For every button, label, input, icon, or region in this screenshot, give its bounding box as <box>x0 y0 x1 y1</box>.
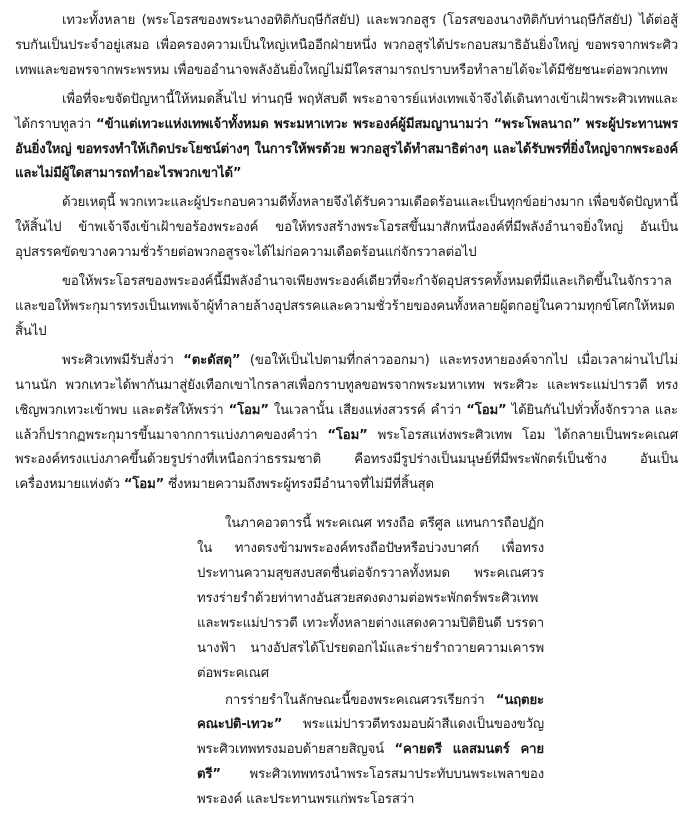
paragraph <box>15 270 678 345</box>
text-run: ซึ่งหมายความถึงพระผู้ทรงมีอำนาจที่ไม่มีที่สิ้นสุด <box>164 477 434 493</box>
text-run: พระศิวเทพมีรับสั่งว่า <box>62 352 184 368</box>
text-run: ได้ยินกันไปทั่วทั้งจักรวาล และแล้วก็ปรากฏพระกุมารขึ้นมาจากการแบ่งภาคของคำว่า <box>15 402 678 443</box>
text-run: การร่ายรำในลักษณะนี้ของพระคเณศวรเรียกว่า <box>225 692 496 708</box>
text-run: พระโอรสแห่งพระศิวเทพ โอม ได้กลายเป็นพระคเณศ พระองค์ทรงแบ่งภาคขึ้นด้วยรูปร่างที่เหนือกว่าธรรมชาติ คือทรงมีรูปร่างเป็นมนุษย์ที่มีพระพักตร์เป็นช้าง อันเป็นเครื่องหมายแห่งตัว <box>15 427 678 493</box>
text-run: ด้วยเหตุนี้ พวกเทวะและผู้ประกอบความดีทั้งหลายจึงได้รับความเดือดร้อนและเป็นทุกข์อย่างมาก เพื่อขจัดปัญหานี้ให้สิ้นไป ข้าพเจ้าจึงเข้าเฝ้าขอร้องพระองค์ ขอให้ทรงสร้างพระโอรสขึ้นมาสักหนึ่งองค์ที่มีพลังอำนาจยิ่งใหญ่ อันเป็นอุปสรรคขัดขวางความชั่วร้ายต่อพวกอสูรจะได้ไม่ก่อความเดือดร้อนแก่จักรวาลต่อไป <box>15 195 678 261</box>
text-run: ในภาคอวตารนี้ พระคเณศ ทรงถือ ตรีศูล แทนการถือปฏัก ใน ทางตรงข้ามพระองค์ทรงถือปัษหรือบ่วงบาศก์ เพื่อทรงประทานความสุขสงบสดชื่นต่อจักรวาลทั้งหมด พระคเณศวรทรงร่ายรำด้วยท่าทางอันสวยสดงดงามต่อพระพักตร์พระศิวเทพและพระแม่ปารวตี เทวะทั้งหลายต่างแสดงความปิติยินดี บรรดานางฟ้า นางอัปสรได้โปรยดอกไม้และร่ายรำถวายความเคารพต่อพระคเณศ <box>197 516 544 681</box>
bold-text-run: “ข้าแต่เทวะแห่งเทพเจ้าทั้งหมด พระมหาเทวะ พระองค์ผู้มีสมญานามว่า “พระโพลนาถ” พระผู้ประทานพรอันยิ่งใหญ่ ขอทรงทำให้เกิดประโยชน์ต่างๆ ในการให้พรด้วย พวกอสูรได้ทำสมาธิต่างๆ และได้รับพรที่ยิ่งใหญ่จากพระองค์และไม่มีผู้ใดสามารถทำอะไรพวกเขาได้” <box>15 116 678 182</box>
main-text <box>15 9 678 498</box>
paragraph <box>15 191 678 266</box>
bold-text-run: “โอม” <box>466 402 507 418</box>
paragraph <box>15 88 678 188</box>
bold-text-run: “นฤตยะคณะปติ-เทวะ” <box>197 692 544 733</box>
bold-text-run: “คายตรี แลสมนตร์ คายตรี” <box>197 742 544 783</box>
text-run: ในเวลานั้น เสียงแห่งสวรรค์ คำว่า <box>268 402 467 418</box>
indented-paragraph <box>197 512 544 686</box>
text-run: (ขอให้เป็นไปตามที่กล่าวออกมา) และทรงหายองค์จากไป เมื่อเวลาผ่านไปไม่นานนัก พวกเทวะได้พากันมาสู่ยังเทือกเขาไกรลาสเพื่อกราบทูลขอพรจากพระมหาเทพ พระศิวะ และพระแม่ปารวตี ทรงเชิญพวกเทวะเข้าพบ และตรัสให้พรว่า <box>15 352 678 418</box>
bold-text-run: “โอม” <box>123 477 165 493</box>
text-run: ขอให้พระโอรสของพระองค์นี้มีพลังอำนาจเพียงพระองค์เดียวที่จะกำจัดอุปสรรคทั้งหมดที่มีและเกิดขึ้นในจักรวาลและขอให้พระกุมารทรงเป็นเทพเจ้าผู้ทำลายล้างอุปสรรคและความชั่วร้ายของคนทั้งหลายผู้ตกอยู่ในความทุกข์โศกให้หมดสิ้นไป <box>15 274 675 339</box>
text-run: เพื่อที่จะขจัดปัญหานี้ให้หมดสิ้นไป ท่านฤษี พฤหัสบดี พระอาจารย์แห่งเทพเจ้าจึงได้เดินทางเข้าเฝ้าพระศิวเทพและได้กราบทูลว่า <box>15 91 678 132</box>
paragraph <box>15 9 678 84</box>
bold-text-run: “โอม” <box>228 402 269 418</box>
bold-text-run: “โอม” <box>327 427 368 443</box>
text-run: พระแม่ปารวตีทรงมอบผ้าสีแดงเป็นของขวัญ พระศิวเทพทรงมอบด้ายสายสิญจน์ <box>197 717 544 758</box>
text-run: พระศิวเทพทรงนำพระโอรสมาประทับบนพระเพลาของพระองค์ และประทานพรแก่พระโอรสว่า <box>197 767 544 808</box>
indented-paragraph <box>197 689 544 814</box>
indented-text-block <box>197 512 544 813</box>
bold-text-run: “ตะดัสตุ” <box>183 352 241 368</box>
paragraph <box>15 349 678 498</box>
text-run: เทวะทั้งหลาย (พระโอรสของพระนางอทิติกับฤษีกัสยัป) และพวกอสูร (โอรสของนางทิติกับท่านฤษีกัสยัป) ได้ต่อสู้รบกันเป็นประจำอยู่เสมอ เพื่อครองความเป็นใหญ่เหนืออีกฝ่ายหนึ่ง พวกอสูรได้ประกอบสมาธิอันยิ่งใหญ่ ขอพรจากพระศิวเทพและขอพรจากพระพรหม เพื่อขออำนาจพลังอันยิ่งใหญ่ไม่มีใครสามารถปราบหรือทำลายได้จะได้มีชัยชนะต่อพวกเทพ <box>15 13 678 78</box>
